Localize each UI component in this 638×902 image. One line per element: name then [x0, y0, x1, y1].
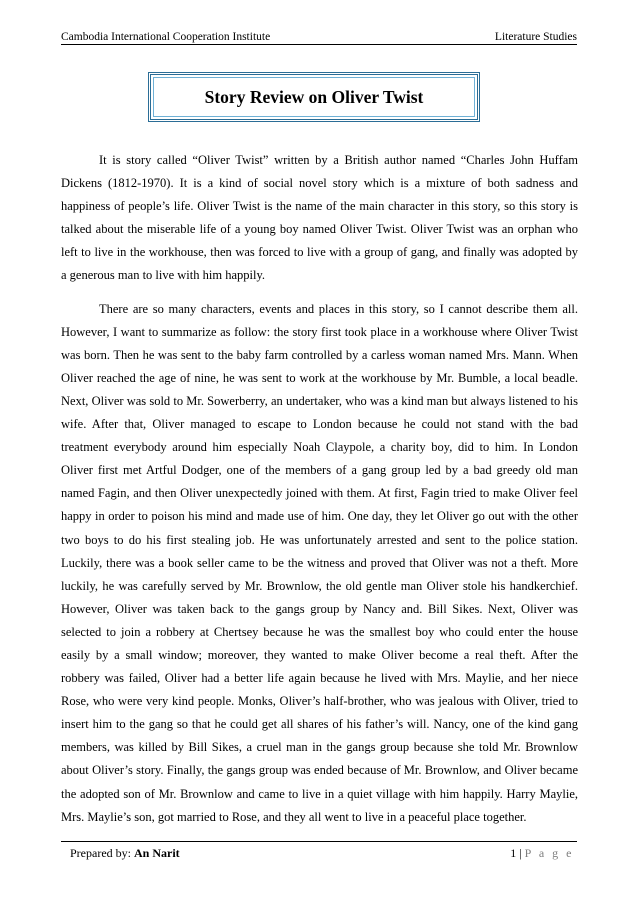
- header-divider: [61, 44, 577, 45]
- footer-divider: [61, 841, 577, 842]
- page-footer: [70, 846, 574, 862]
- author-name: An Narit: [133, 846, 180, 860]
- review-body: [61, 149, 578, 829]
- footer-prepared-by: [70, 846, 180, 862]
- footer-page-indicator: [510, 846, 574, 862]
- prepared-by-label: Prepared by:: [70, 846, 134, 860]
- page-separator: |: [516, 846, 525, 860]
- paragraph-introduction: It is story called “Oliver Twist” written by a British author named “Charles John Huffam Dickens (1812-1970). It is a kind of social novel story which is a mixture of both sadness and happiness of people’s life. Oliver Twist is the name of the main character in this story, so this story is talked about the miserable life of a young boy named Oliver Twist. Oliver Twist was an orphan who left to live in the workhouse, then was forced to live with a group of gang, and finally was adopted by a generous man to live with him happily.: [61, 153, 578, 283]
- page-number: 1: [510, 846, 517, 860]
- page-label: P a g e: [524, 846, 574, 860]
- title-box-inner: [153, 77, 475, 117]
- header-institution: Cambodia International Cooperation Institute: [61, 31, 271, 43]
- title-box: [148, 72, 480, 122]
- paragraph-summary: There are so many characters, events and places in this story, so I cannot describe them all. However, I want to summarize as follow: the story first took place in a workhouse where Oliver Twist was born. Then he was sent to the baby farm controlled by a carless woman named Mrs. Mann. When Oliver reached the age of nine, he was sent to work at the workhouse by Mr. Bumble, a local beadle. Next, Oliver was sold to Mr. Sowerberry, an undertaker, who was a kind man but always listened to his wife. After that, Oliver managed to escape to London because he could not stand with the bad treatment everybody around him especially Noah Claypole, a charity boy, did to him. In London Oliver first met Artful Dodger, one of the members of a gang group led by a bad greedy old man named Fagin, and then Oliver unexpectedly joined with them. At first, Fagin tried to make Oliver feel happy in order to poison his mind and made use of him. One day, they let Oliver go out with the other two boys to do his first stealing job. He was unfortunately arrested and sent to the police station. Luckily, there was a book seller came to be the witness and proved that Oliver was not a theft. More luckily, he was carefully served by Mr. Brownlow, the old gentle man Oliver stole his handkerchief. However, Oliver was taken back to the gangs group by Nancy and. Bill Sikes. Next, Oliver was selected to join a robbery at Chertsey because he was the smallest boy who could enter the house easily by a small window; moreover, they wanted to make Oliver become a real theft. After the robbery was failed, Oliver had a better life again because he lived with Mrs. Maylie, and her niece Rose, who were very kind people. Monks, Oliver’s half-brother, who was jealous with Oliver, tried to insert him to the gang so that he could get all shares of his father’s will. Nancy, one of the kind gang members, was killed by Bill Sikes, a cruel man in the gangs group because she told Mr. Brownlow about Oliver’s story. Finally, the gangs group was ended because of Mr. Brownlow, and Oliver became the adopted son of Mr. Brownlow and came to live in a quiet village with him happily. Harry Maylie, Mrs. Maylie’s son, got married to Rose, and they all went to live in a peaceful place together.: [61, 301, 578, 824]
- page-title: Story Review on Oliver Twist: [204, 86, 424, 107]
- header-subject: Literature Studies: [494, 31, 577, 43]
